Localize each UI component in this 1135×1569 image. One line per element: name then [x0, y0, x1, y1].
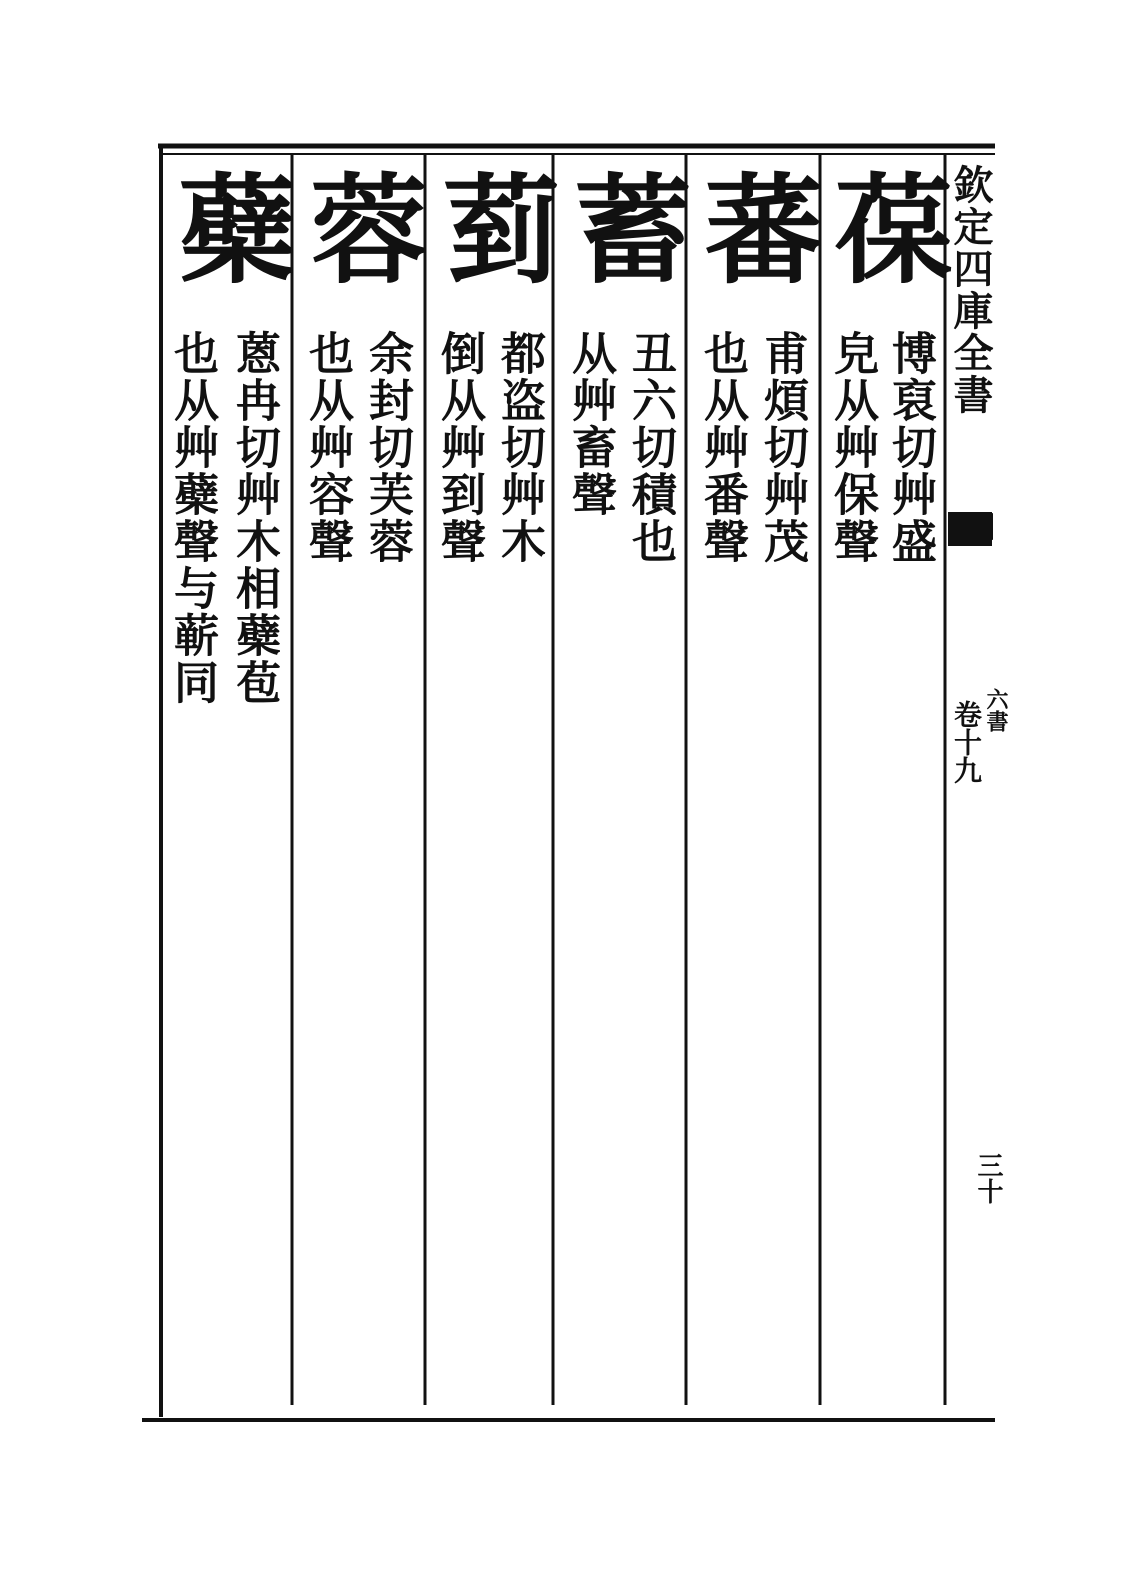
- seal-character: 蘗: [158, 168, 297, 272]
- page-number: 三十: [973, 1152, 1003, 1204]
- juan-number: 卷十九: [950, 700, 983, 784]
- seal-character: 菿: [422, 168, 561, 272]
- gloss-line: 余封切芙蓉: [361, 330, 414, 565]
- seal-character: 葆: [815, 168, 954, 272]
- book-title: 欽定四庫全書: [947, 164, 994, 416]
- gloss-line: 也从艸番聲: [696, 330, 749, 565]
- gloss-line: 也从艸容聲: [301, 330, 354, 565]
- gloss-line: 也从艸蘗聲与蕲同: [166, 330, 219, 706]
- seal-character: 蕃: [685, 168, 824, 272]
- gloss-line: 从艸畜聲: [564, 330, 617, 518]
- gloss-line: 倒从艸到聲: [433, 330, 486, 565]
- seal-character: 蓄: [554, 168, 693, 272]
- gloss-line: 皃从艸保聲: [826, 330, 879, 565]
- fishtail-block: [948, 512, 992, 546]
- gloss-line: 都盗切艸木: [493, 330, 546, 565]
- gloss-line: 丑六切積也: [624, 330, 677, 565]
- juan-head: 六書: [983, 688, 1009, 732]
- gloss-line: 甫煩切艸茂: [756, 330, 809, 565]
- seal-character: 蓉: [290, 168, 429, 272]
- gloss-line: 博裒切艸盛: [884, 330, 937, 565]
- gloss-line: 蒽冉切艸木相蘗苞: [228, 330, 281, 706]
